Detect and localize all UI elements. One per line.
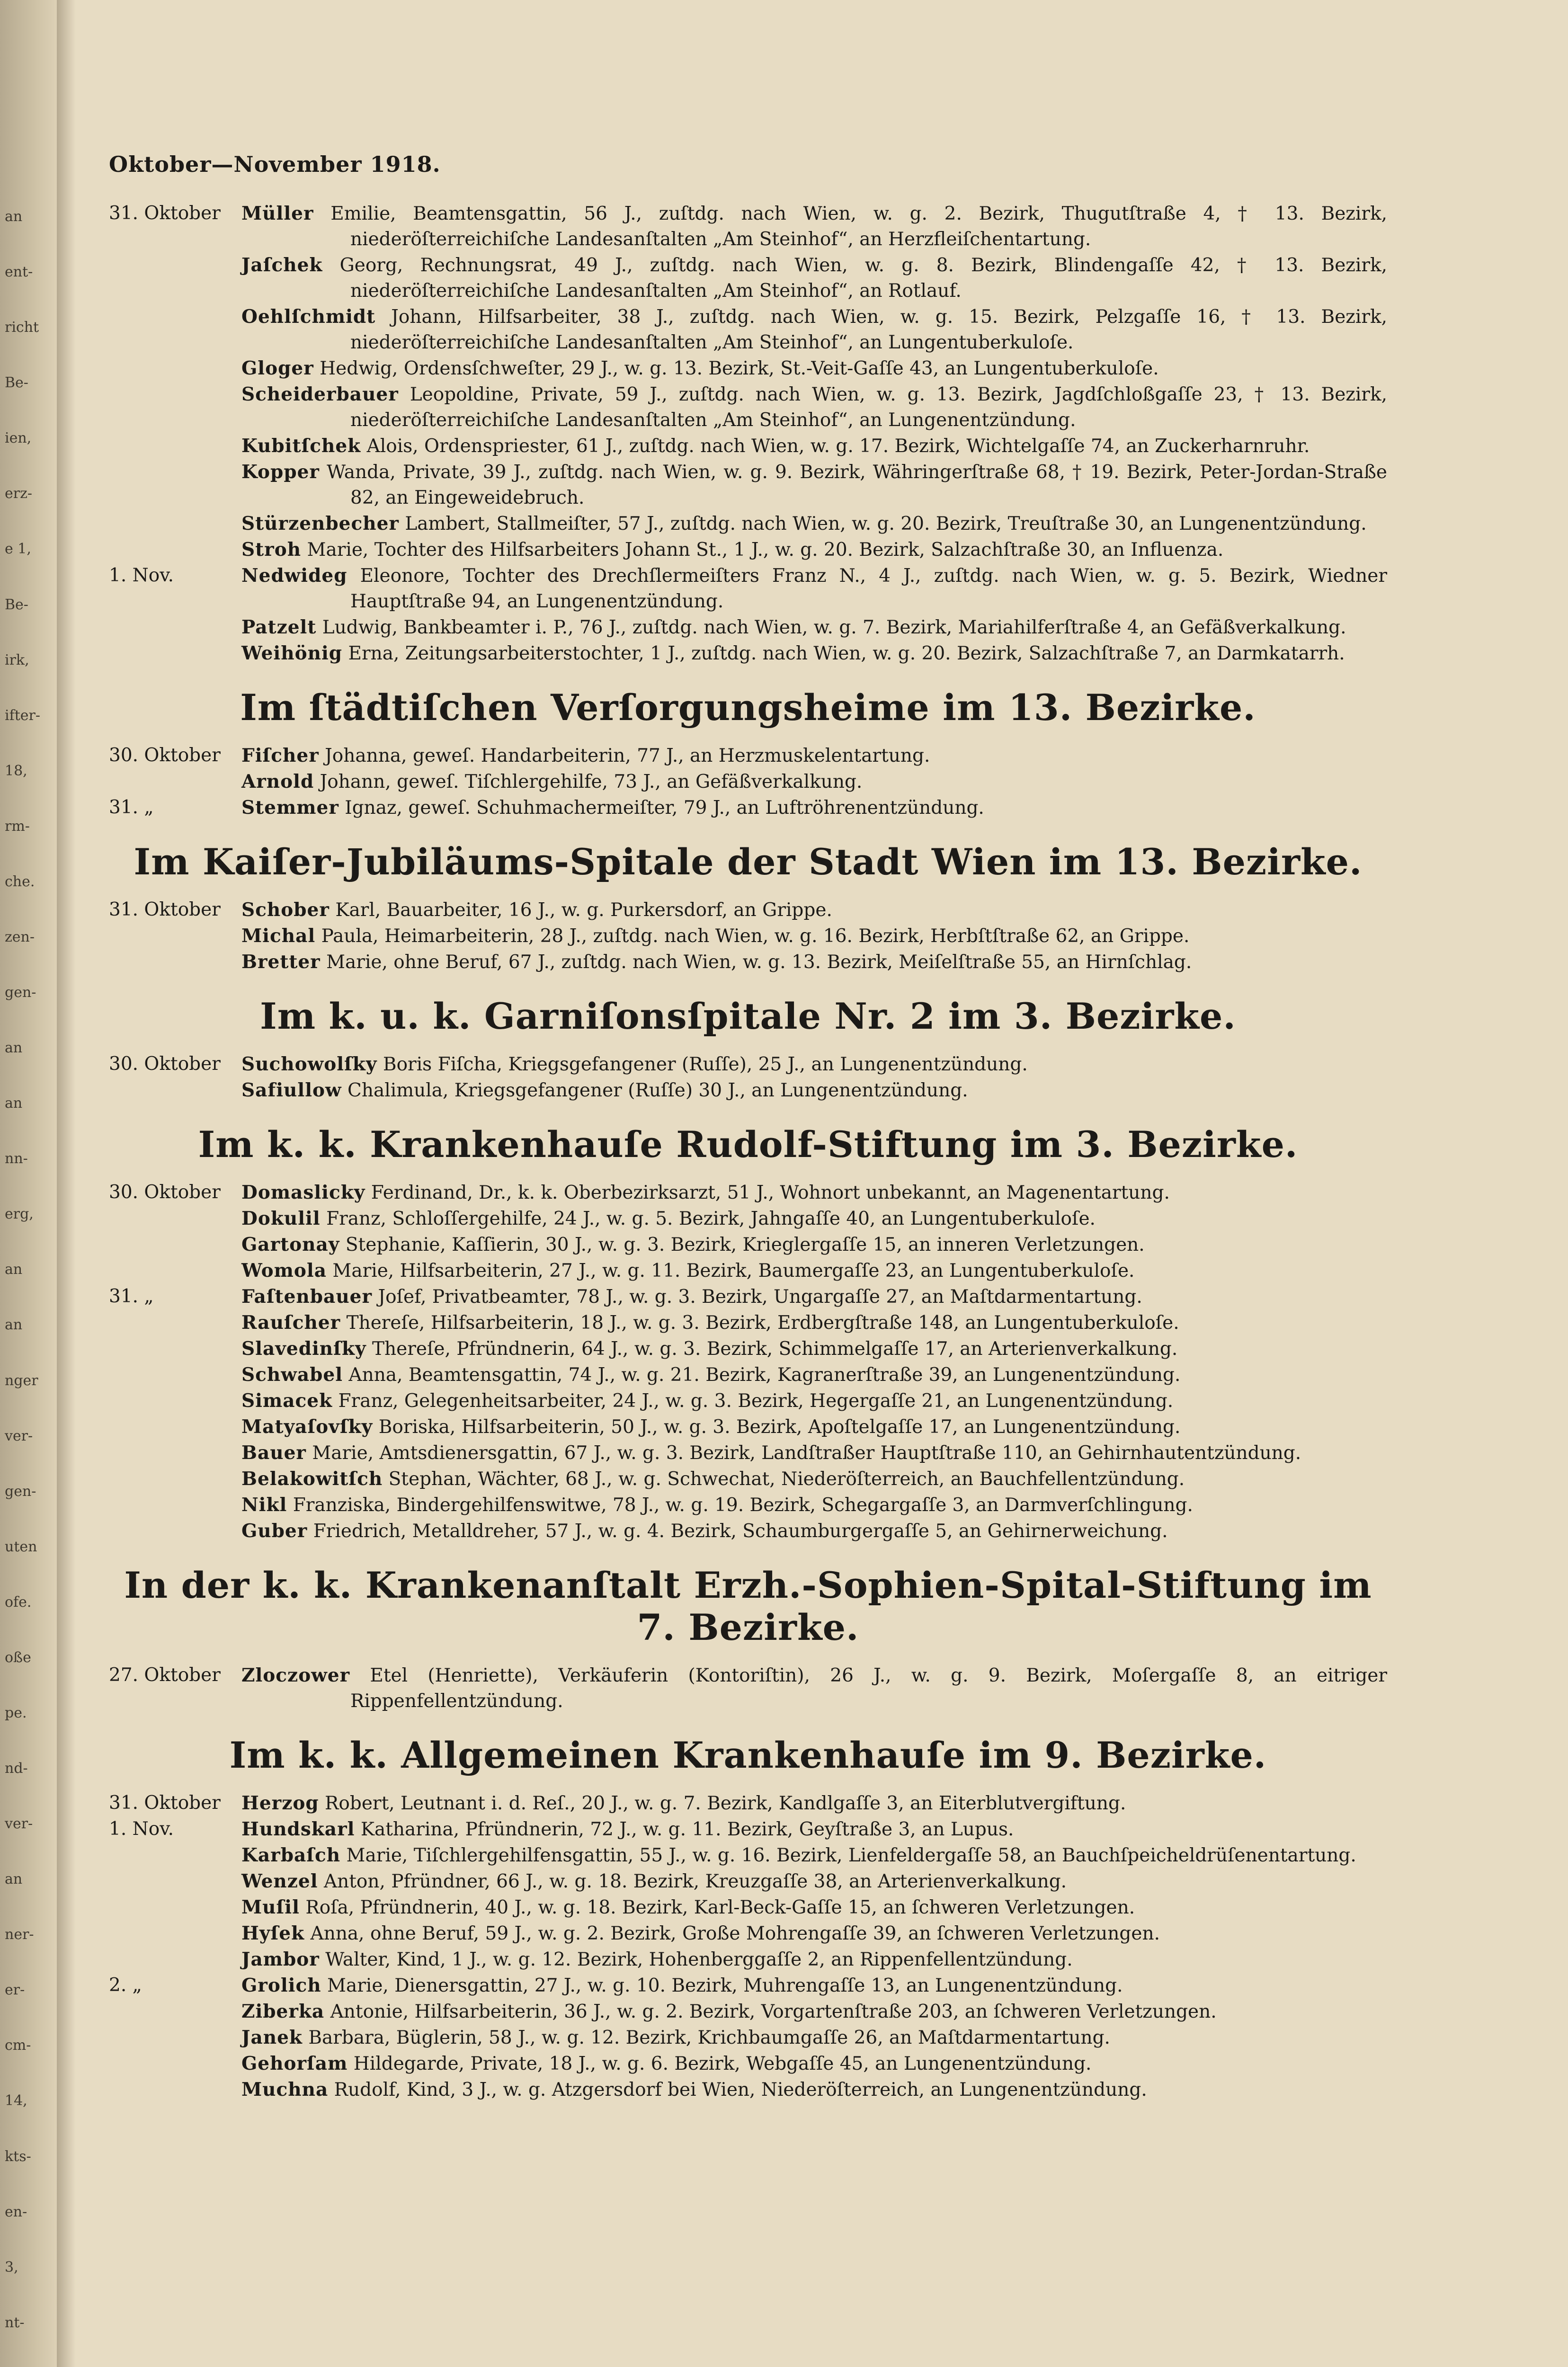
death-entry bbox=[109, 1973, 1387, 1999]
death-entry bbox=[109, 1388, 1387, 1414]
gutter-fragment: ofe. bbox=[5, 1593, 32, 1611]
entry-details: Robert, Leutnant i. d. Reſ., 20 J., w. g. 7. Bezirk, Kandlgaſſe 3, an Eiterblutvergiftung. bbox=[325, 1793, 1126, 1814]
entry-body bbox=[241, 1492, 1387, 1518]
deceased-surname: Domaslicky bbox=[241, 1182, 365, 1203]
entry-details: Hedwig, Ordensſchweſter, 29 J., w. g. 13. Bezirk, St.-Veit-Gaſſe 43, an Lungentuberkuloſe. bbox=[320, 358, 1159, 379]
entry-date bbox=[109, 2051, 241, 2077]
entry-body bbox=[241, 641, 1387, 667]
entry-body bbox=[241, 1816, 1387, 1842]
entry-date bbox=[109, 459, 241, 511]
entry-date bbox=[109, 304, 241, 356]
gutter-fragment: 18, bbox=[5, 762, 27, 779]
entry-date bbox=[109, 1206, 241, 1232]
deceased-surname: Patzelt bbox=[241, 616, 317, 638]
entry-body bbox=[241, 1284, 1387, 1310]
entry-body bbox=[241, 769, 1387, 795]
left-page-edge bbox=[0, 0, 57, 2367]
entry-details: Franz, Schloſſergehilfe, 24 J., w. g. 5. Bezirk, Jahngaſſe 40, an Lungentuberkuloſe. bbox=[326, 1208, 1096, 1229]
entry-body bbox=[241, 743, 1387, 769]
gutter-fragment: richt bbox=[5, 319, 39, 336]
gutter-fragment: nd- bbox=[5, 1760, 28, 1777]
death-entry bbox=[109, 923, 1387, 949]
entry-body bbox=[241, 1973, 1387, 1999]
entry-date bbox=[109, 1842, 241, 1869]
section-heading: Im k. k. Krankenhauſe Rudolf-Stiftung im 3. Bezirke. bbox=[198, 1123, 1298, 1166]
deceased-surname: Muſil bbox=[241, 1896, 300, 1918]
deceased-surname: Safiullow bbox=[241, 1079, 342, 1101]
entry-details: Boriska, Hilfsarbeiterin, 50 J., w. g. 3. Bezirk, Apoſtelgaſſe 17, an Lungenentzündung. bbox=[378, 1416, 1181, 1438]
entry-date bbox=[109, 1999, 241, 2025]
entry-details: Eleonore, Tochter des Drechſlermeiſters Franz N., 4 J., zuſtdg. nach Wien, w. g. 5. Bezirk, Wiedner Hauptſtraße 94, an Lungenentzündung. bbox=[350, 565, 1387, 612]
gutter-fragment: an bbox=[5, 208, 23, 225]
entry-date bbox=[109, 433, 241, 459]
entry-date: 31. Oktober bbox=[109, 1792, 221, 1814]
entry-details: Stephan, Wächter, 68 J., w. g. Schwechat, Niederöſterreich, an Bauchfellentzündung. bbox=[388, 1468, 1185, 1490]
death-entry bbox=[109, 304, 1387, 356]
entry-details: Marie, Dienersgattin, 27 J., w. g. 10. Bezirk, Muhrengaſſe 13, an Lungenentzündung. bbox=[327, 1975, 1123, 1996]
death-entry bbox=[109, 563, 1387, 614]
deceased-surname: Grolich bbox=[241, 1975, 321, 1996]
entry-date: 1. Nov. bbox=[109, 1818, 174, 1840]
deceased-surname: Muchna bbox=[241, 2079, 329, 2100]
entry-details: Stephanie, Kaſſierin, 30 J., w. g. 3. Bezirk, Krieglergaſſe 15, an inneren Verletzungen. bbox=[345, 1234, 1145, 1255]
deceased-surname: Bretter bbox=[241, 951, 321, 973]
deceased-surname: Hundskarl bbox=[241, 1818, 355, 1840]
deceased-surname: Ziberka bbox=[241, 2001, 325, 2022]
entry-body bbox=[241, 1947, 1387, 1973]
death-entry bbox=[109, 201, 1387, 252]
deceased-surname: Gehorſam bbox=[241, 2053, 348, 2074]
death-entry bbox=[109, 511, 1387, 537]
death-entry bbox=[109, 1440, 1387, 1466]
entry-details: Joſef, Privatbeamter, 78 J., w. g. 3. Bezirk, Ungargaſſe 27, an Maſtdarmentartung. bbox=[378, 1286, 1142, 1308]
death-entry bbox=[109, 949, 1387, 975]
entry-details: Emilie, Beamtensgattin, 56 J., zuſtdg. nach Wien, w. g. 2. Bezirk, Thugutſtraße 4, † 13. Bezirk, niederöſterreichiſche Landesanſtalten „Am Steinhof“, an Herzfleiſchentartung. bbox=[330, 203, 1387, 250]
entry-details: Friedrich, Metalldreher, 57 J., w. g. 4. Bezirk, Schaumburgergaſſe 5, an Gehirnerweichung. bbox=[313, 1521, 1168, 1542]
gutter-fragment: nt- bbox=[5, 2314, 25, 2331]
deceased-surname: Herzog bbox=[241, 1792, 319, 1814]
entry-body bbox=[241, 1790, 1387, 1816]
gutter-fragment: gen- bbox=[5, 984, 36, 1001]
entry-date bbox=[109, 252, 241, 304]
entry-details: Karl, Bauarbeiter, 16 J., w. g. Purkersdorf, an Grippe. bbox=[335, 899, 832, 921]
deceased-surname: Michal bbox=[241, 925, 316, 947]
entry-date bbox=[109, 769, 241, 795]
section-heading: Im Kaiſer-Jubiläums-Spitale der Stadt Wien im 13. Bezirke. bbox=[134, 841, 1363, 883]
death-entry bbox=[109, 1051, 1387, 1077]
entry-details: Marie, Tochter des Hilfsarbeiters Johann St., 1 J., w. g. 20. Bezirk, Salzachſtraße 30, an Influenza. bbox=[307, 539, 1224, 561]
entry-body bbox=[241, 1077, 1387, 1103]
death-entry bbox=[109, 897, 1387, 923]
gutter-fragment: 3, bbox=[5, 2259, 18, 2276]
death-entry bbox=[109, 1206, 1387, 1232]
deceased-surname: Nikl bbox=[241, 1494, 287, 1516]
page bbox=[109, 151, 1387, 2103]
entry-body bbox=[241, 614, 1387, 641]
death-entry bbox=[109, 252, 1387, 304]
deceased-surname: Rauſcher bbox=[241, 1312, 341, 1334]
entry-details: Ludwig, Bankbeamter i. P., 76 J., zuſtdg. nach Wien, w. g. 7. Bezirk, Mariahilferſtraße 4, an Gefäßverkalkung. bbox=[322, 617, 1346, 638]
deceased-surname: Matyaſovſky bbox=[241, 1416, 373, 1438]
gutter-fragment: an bbox=[5, 1317, 23, 1334]
entry-details: Thereſe, Pfründnerin, 64 J., w. g. 3. Bezirk, Schimmelgaſſe 17, an Arterienverkalkung. bbox=[372, 1338, 1178, 1360]
deceased-surname: Stemmer bbox=[241, 797, 339, 819]
entry-body bbox=[241, 1842, 1387, 1869]
deceased-surname: Nedwideg bbox=[241, 565, 347, 587]
deceased-surname: Zloczower bbox=[241, 1664, 350, 1686]
deceased-surname: Wenzel bbox=[241, 1870, 318, 1892]
entry-date bbox=[109, 1518, 241, 1544]
entry-body bbox=[241, 433, 1387, 459]
gutter-fragment: nn- bbox=[5, 1150, 28, 1167]
entry-details: Anna, Beamtensgattin, 74 J., w. g. 21. Bezirk, Kagranerſtraße 39, an Lungenentzündung. bbox=[348, 1364, 1181, 1386]
gutter-fragment: rm- bbox=[5, 818, 30, 835]
deceased-surname: Belakowitſch bbox=[241, 1468, 383, 1490]
deceased-surname: Fiſcher bbox=[241, 745, 319, 766]
gutter-fragment: en- bbox=[5, 2203, 27, 2220]
entry-body bbox=[241, 1895, 1387, 1921]
deceased-surname: Hyſek bbox=[241, 1922, 305, 1944]
death-entry bbox=[109, 1869, 1387, 1895]
entry-details: Marie, Tiſchlergehilfensgattin, 55 J., w. g. 16. Bezirk, Lienfeldergaſſe 58, an Bauchſpeicheldrüſenentartung. bbox=[346, 1845, 1356, 1866]
entry-body bbox=[241, 949, 1387, 975]
entry-body bbox=[241, 1388, 1387, 1414]
entry-date bbox=[109, 2077, 241, 2103]
register-content bbox=[109, 201, 1387, 2103]
entry-body bbox=[241, 1362, 1387, 1388]
death-entry bbox=[109, 641, 1387, 667]
entry-date bbox=[109, 1414, 241, 1440]
deceased-surname: Scheiderbauer bbox=[241, 383, 399, 405]
entry-date bbox=[109, 1440, 241, 1466]
gutter-fragment: an bbox=[5, 1040, 23, 1057]
gutter-fragment: ien, bbox=[5, 430, 32, 447]
entry-details: Roſa, Pfründnerin, 40 J., w. g. 18. Bezirk, Karl-Beck-Gaſſe 15, an ſchweren Verletzungen. bbox=[305, 1897, 1135, 1918]
entry-details: Boris Fiſcha, Kriegsgefangener (Ruſſe), 25 J., an Lungenentzündung. bbox=[383, 1054, 1028, 1075]
entry-date: 1. Nov. bbox=[109, 565, 174, 586]
entry-body bbox=[241, 1258, 1387, 1284]
entry-body bbox=[241, 1663, 1387, 1714]
entry-body bbox=[241, 563, 1387, 614]
death-entry bbox=[109, 433, 1387, 459]
death-entry bbox=[109, 1790, 1387, 1816]
running-head: Oktober—November 1918. bbox=[109, 151, 441, 177]
entry-date bbox=[109, 1388, 241, 1414]
gutter-fragment: ner- bbox=[5, 1926, 34, 1943]
gutter-fragment: an bbox=[5, 1095, 23, 1112]
gutter-fragment: kts- bbox=[5, 2148, 31, 2165]
entry-date: 31. „ bbox=[109, 1286, 154, 1307]
entry-body bbox=[241, 1336, 1387, 1362]
death-entry bbox=[109, 795, 1387, 821]
death-entry bbox=[109, 382, 1387, 433]
entry-details: Antonie, Hilfsarbeiterin, 36 J., w. g. 2. Bezirk, Vorgartenſtraße 203, an ſchweren Verletzungen. bbox=[330, 2001, 1217, 2022]
deceased-surname: Dokulil bbox=[241, 1208, 321, 1229]
death-entry bbox=[109, 769, 1387, 795]
entry-details: Etel (Henriette), Verkäuferin (Kontoriſtin), 26 J., w. g. 9. Bezirk, Moſergaſſe 8, an eitriger Rippenfellentzündung. bbox=[350, 1665, 1387, 1712]
entry-details: Franz, Gelegenheitsarbeiter, 24 J., w. g. 3. Bezirk, Hegergaſſe 21, an Lungenentzündung. bbox=[338, 1390, 1174, 1412]
entry-details: Walter, Kind, 1 J., w. g. 12. Bezirk, Hohenberggaſſe 2, an Rippenfellentzündung. bbox=[325, 1949, 1073, 1970]
deceased-surname: Kopper bbox=[241, 461, 320, 483]
death-entry bbox=[109, 1466, 1387, 1492]
deceased-surname: Womola bbox=[241, 1260, 327, 1281]
entry-date bbox=[109, 1492, 241, 1518]
entry-body bbox=[241, 459, 1387, 511]
death-entry bbox=[109, 1921, 1387, 1947]
entry-details: Georg, Rechnungsrat, 49 J., zuſtdg. nach Wien, w. g. 8. Bezirk, Blindengaſſe 42, † 13. Bezirk, niederöſterreichiſche Landesanſtalten „Am Steinhof“, an Rotlauf. bbox=[339, 255, 1387, 302]
deceased-surname: Schwabel bbox=[241, 1364, 343, 1386]
deceased-surname: Karbaſch bbox=[241, 1844, 341, 1866]
gutter-fragment: irk, bbox=[5, 651, 29, 668]
deceased-surname: Suchowolſky bbox=[241, 1053, 377, 1075]
entry-details: Erna, Zeitungsarbeiterstochter, 1 J., zuſtdg. nach Wien, w. g. 20. Bezirk, Salzachſtraße 7, an Darmkatarrh. bbox=[348, 643, 1345, 664]
deceased-surname: Weihönig bbox=[241, 642, 343, 664]
death-entry bbox=[109, 1663, 1387, 1714]
death-entry bbox=[109, 2051, 1387, 2077]
death-entry bbox=[109, 1842, 1387, 1869]
entry-details: Lambert, Stallmeiſter, 57 J., zuſtdg. nach Wien, w. g. 20. Bezirk, Treuſtraße 30, an Lungenentzündung. bbox=[405, 513, 1367, 534]
entry-body bbox=[241, 1232, 1387, 1258]
death-entry bbox=[109, 1284, 1387, 1310]
entry-details: Marie, Hilfsarbeiterin, 27 J., w. g. 11. Bezirk, Baumergaſſe 23, an Lungentuberkuloſe. bbox=[332, 1260, 1135, 1281]
gutter-fragment: uten bbox=[5, 1538, 37, 1555]
entry-body bbox=[241, 252, 1387, 304]
entry-details: Ferdinand, Dr., k. k. Oberbezirksarzt, 51 J., Wohnort unbekannt, an Magenentartung. bbox=[371, 1182, 1170, 1203]
entry-date bbox=[109, 923, 241, 949]
death-entry bbox=[109, 356, 1387, 382]
entry-body bbox=[241, 923, 1387, 949]
gutter-fragment: Be- bbox=[5, 596, 28, 613]
deceased-surname: Jambor bbox=[241, 1949, 320, 1970]
entry-details: Marie, ohne Beruf, 67 J., zuſtdg. nach Wien, w. g. 13. Bezirk, Meiſelſtraße 55, an Hirnſchlag. bbox=[326, 952, 1192, 973]
binding-shadow bbox=[57, 0, 76, 2367]
death-entry bbox=[109, 1895, 1387, 1921]
entry-body bbox=[241, 356, 1387, 382]
entry-date bbox=[109, 949, 241, 975]
entry-body bbox=[241, 1180, 1387, 1206]
gutter-fragment: zen- bbox=[5, 928, 35, 945]
entry-body bbox=[241, 1466, 1387, 1492]
entry-body bbox=[241, 795, 1387, 821]
death-entry bbox=[109, 1362, 1387, 1388]
entry-date bbox=[109, 537, 241, 563]
entry-body bbox=[241, 1518, 1387, 1544]
entry-date bbox=[109, 1232, 241, 1258]
entry-body bbox=[241, 1310, 1387, 1336]
gutter-fragment: che. bbox=[5, 873, 35, 890]
death-entry bbox=[109, 537, 1387, 563]
deceased-surname: Stürzenbecher bbox=[241, 513, 399, 534]
deceased-surname: Guber bbox=[241, 1520, 308, 1542]
entry-date bbox=[109, 1895, 241, 1921]
section-heading: Im k. u. k. Garniſonsſpitale Nr. 2 im 3. Bezirke. bbox=[260, 995, 1236, 1037]
deceased-surname: Simacek bbox=[241, 1390, 333, 1412]
death-entry bbox=[109, 1232, 1387, 1258]
entry-date: 30. Oktober bbox=[109, 745, 221, 766]
entry-details: Johanna, geweſ. Handarbeiterin, 77 J., an Herzmuskelentartung. bbox=[325, 745, 930, 766]
death-entry bbox=[109, 1492, 1387, 1518]
death-entry bbox=[109, 1310, 1387, 1336]
entry-body bbox=[241, 537, 1387, 563]
entry-body bbox=[241, 1999, 1387, 2025]
entry-date bbox=[109, 356, 241, 382]
entry-date: 31. Oktober bbox=[109, 899, 221, 920]
entry-date bbox=[109, 1466, 241, 1492]
entry-body bbox=[241, 1051, 1387, 1077]
entry-body bbox=[241, 201, 1387, 252]
death-entry bbox=[109, 614, 1387, 641]
entry-details: Thereſe, Hilfsarbeiterin, 18 J., w. g. 3. Bezirk, Erdbergſtraße 148, an Lungentuberkuloſe. bbox=[346, 1312, 1179, 1334]
entry-details: Franziska, Bindergehilfenswitwe, 78 J., w. g. 19. Bezirk, Schegargaſſe 3, an Darmverſchlingung. bbox=[293, 1495, 1193, 1516]
entry-body bbox=[241, 1206, 1387, 1232]
deceased-surname: Müller bbox=[241, 203, 314, 224]
deceased-surname: Gloger bbox=[241, 357, 314, 379]
death-entry bbox=[109, 1077, 1387, 1103]
deceased-surname: Schober bbox=[241, 899, 330, 921]
entry-date bbox=[109, 1258, 241, 1284]
entry-details: Hildegarde, Private, 18 J., w. g. 6. Bezirk, Webgaſſe 45, an Lungenentzündung. bbox=[353, 2053, 1092, 2074]
entry-body bbox=[241, 304, 1387, 356]
death-entry bbox=[109, 2077, 1387, 2103]
gutter-fragment: ver- bbox=[5, 1815, 33, 1833]
entry-details: Johann, geweſ. Tiſchlergehilfe, 73 J., an Gefäßverkalkung. bbox=[320, 771, 863, 792]
death-entry bbox=[109, 2025, 1387, 2051]
entry-date bbox=[109, 2025, 241, 2051]
deceased-surname: Jaſchek bbox=[241, 254, 323, 276]
entry-details: Anna, ohne Beruf, 59 J., w. g. 2. Bezirk, Große Mohrengaſſe 39, an ſchweren Verletzungen. bbox=[310, 1923, 1160, 1944]
entry-date bbox=[109, 1336, 241, 1362]
death-entry bbox=[109, 459, 1387, 511]
entry-date bbox=[109, 614, 241, 641]
gutter-fragment: erz- bbox=[5, 485, 33, 502]
death-entry bbox=[109, 1999, 1387, 2025]
gutter-fragment: gen- bbox=[5, 1483, 36, 1500]
entry-date bbox=[109, 1077, 241, 1103]
entry-details: Johann, Hilfsarbeiter, 38 J., zuſtdg. nach Wien, w. g. 15. Bezirk, Pelzgaſſe 16, † 13. Bezirk, niederöſterreichiſche Landesanſtalten „Am Steinhof“, an Lungentuberkuloſe. bbox=[350, 306, 1387, 353]
section-heading: Im k. k. Allgemeinen Krankenhauſe im 9. Bezirke. bbox=[229, 1734, 1267, 1776]
entry-body bbox=[241, 382, 1387, 433]
gutter-fragment: ifter- bbox=[5, 707, 40, 724]
entry-date bbox=[109, 511, 241, 537]
entry-body bbox=[241, 1440, 1387, 1466]
deceased-surname: Arnold bbox=[241, 771, 314, 792]
gutter-fragment: ver- bbox=[5, 1427, 33, 1444]
entry-date bbox=[109, 1310, 241, 1336]
entry-details: Paula, Heimarbeiterin, 28 J., zuſtdg. nach Wien, w. g. 16. Bezirk, Herbſtſtraße 62, an Grippe. bbox=[321, 925, 1190, 947]
deceased-surname: Janek bbox=[241, 2027, 303, 2048]
gutter-fragment: cm- bbox=[5, 2037, 31, 2054]
entry-date bbox=[109, 1362, 241, 1388]
entry-body bbox=[241, 897, 1387, 923]
entry-body bbox=[241, 511, 1387, 537]
section-heading: Im ſtädtiſchen Verſorgungsheime im 13. Bezirke. bbox=[240, 686, 1256, 729]
entry-details: Wanda, Private, 39 J., zuſtdg. nach Wien, w. g. 9. Bezirk, Währingerſtraße 68, † 19. Bezirk, Peter-Jordan-Straße 82, an Eingeweidebruch. bbox=[327, 462, 1387, 508]
death-entry bbox=[109, 1180, 1387, 1206]
gutter-fragment: an bbox=[5, 1261, 23, 1278]
entry-date: 30. Oktober bbox=[109, 1053, 221, 1075]
entry-date: 31. Oktober bbox=[109, 203, 221, 224]
deceased-surname: Faſtenbauer bbox=[241, 1286, 373, 1308]
entry-details: Marie, Amtsdienersgattin, 67 J., w. g. 3. Bezirk, Landſtraßer Hauptſtraße 110, an Gehirnhautentzündung. bbox=[312, 1442, 1301, 1464]
deceased-surname: Slavedinſky bbox=[241, 1338, 366, 1360]
entry-body bbox=[241, 1869, 1387, 1895]
gutter-fragment: nger bbox=[5, 1372, 38, 1389]
death-entry bbox=[109, 1336, 1387, 1362]
entry-body bbox=[241, 2077, 1387, 2103]
entry-body bbox=[241, 2051, 1387, 2077]
gutter-fragment: oße bbox=[5, 1649, 31, 1666]
entry-details: Barbara, Büglerin, 58 J., w. g. 12. Bezirk, Krichbaumgaſſe 26, an Maſtdarmentartung. bbox=[308, 2027, 1110, 2048]
gutter-fragment: erg, bbox=[5, 1206, 34, 1223]
gutter-fragment: pe. bbox=[5, 1704, 27, 1721]
death-entry bbox=[109, 1816, 1387, 1842]
entry-date bbox=[109, 1921, 241, 1947]
entry-date: 27. Oktober bbox=[109, 1664, 221, 1686]
deceased-surname: Bauer bbox=[241, 1442, 306, 1464]
gutter-fragment: ent- bbox=[5, 264, 33, 281]
entry-details: Leopoldine, Private, 59 J., zuſtdg. nach Wien, w. g. 13. Bezirk, Jagdſchloßgaſſe 23, † 13. Bezirk, niederöſterreichiſche Landesanſtalten „Am Steinhof“, an Lungenentzündung. bbox=[350, 384, 1387, 431]
deceased-surname: Oehlſchmidt bbox=[241, 306, 376, 328]
deceased-surname: Stroh bbox=[241, 539, 302, 561]
entry-date bbox=[109, 1947, 241, 1973]
deceased-surname: Gartonay bbox=[241, 1234, 340, 1255]
entry-body bbox=[241, 2025, 1387, 2051]
entry-date: 30. Oktober bbox=[109, 1182, 221, 1203]
section-heading: In der k. k. Krankenanſtalt Erzh.-Sophien-Spital-Stiftung im 7. Bezirke. bbox=[124, 1564, 1372, 1648]
entry-details: Alois, Ordenspriester, 61 J., zuſtdg. nach Wien, w. g. 17. Bezirk, Wichtelgaſſe 74, an Zuckerharnruhr. bbox=[366, 436, 1310, 457]
entry-date bbox=[109, 1869, 241, 1895]
deceased-surname: Kubitſchek bbox=[241, 435, 361, 457]
gutter-fragment: er- bbox=[5, 1982, 25, 1999]
gutter-fragment: Be- bbox=[5, 374, 28, 392]
entry-date: 2. „ bbox=[109, 1975, 142, 1996]
death-entry bbox=[109, 1414, 1387, 1440]
entry-date bbox=[109, 382, 241, 433]
entry-date bbox=[109, 641, 241, 667]
gutter-fragment: e 1, bbox=[5, 541, 31, 558]
entry-details: Rudolf, Kind, 3 J., w. g. Atzgersdorf bei Wien, Niederöſterreich, an Lungenentzündung. bbox=[334, 2079, 1147, 2100]
entry-date: 31. „ bbox=[109, 797, 154, 818]
death-entry bbox=[109, 743, 1387, 769]
gutter-fragment: 14, bbox=[5, 2092, 27, 2109]
entry-body bbox=[241, 1921, 1387, 1947]
entry-details: Anton, Pfründner, 66 J., w. g. 18. Bezirk, Kreuzgaſſe 38, an Arterienverkalkung. bbox=[323, 1871, 1067, 1892]
death-entry bbox=[109, 1947, 1387, 1973]
entry-details: Ignaz, geweſ. Schuhmachermeiſter, 79 J., an Luftröhrenentzündung. bbox=[345, 797, 984, 819]
entry-details: Chalimula, Kriegsgefangener (Ruſſe) 30 J., an Lungenentzündung. bbox=[347, 1080, 968, 1101]
death-entry bbox=[109, 1258, 1387, 1284]
death-entry bbox=[109, 1518, 1387, 1544]
entry-body bbox=[241, 1414, 1387, 1440]
gutter-fragment: an bbox=[5, 1871, 23, 1888]
entry-details: Katharina, Pfründnerin, 72 J., w. g. 11. Bezirk, Geyſtraße 3, an Lupus. bbox=[360, 1819, 1014, 1840]
